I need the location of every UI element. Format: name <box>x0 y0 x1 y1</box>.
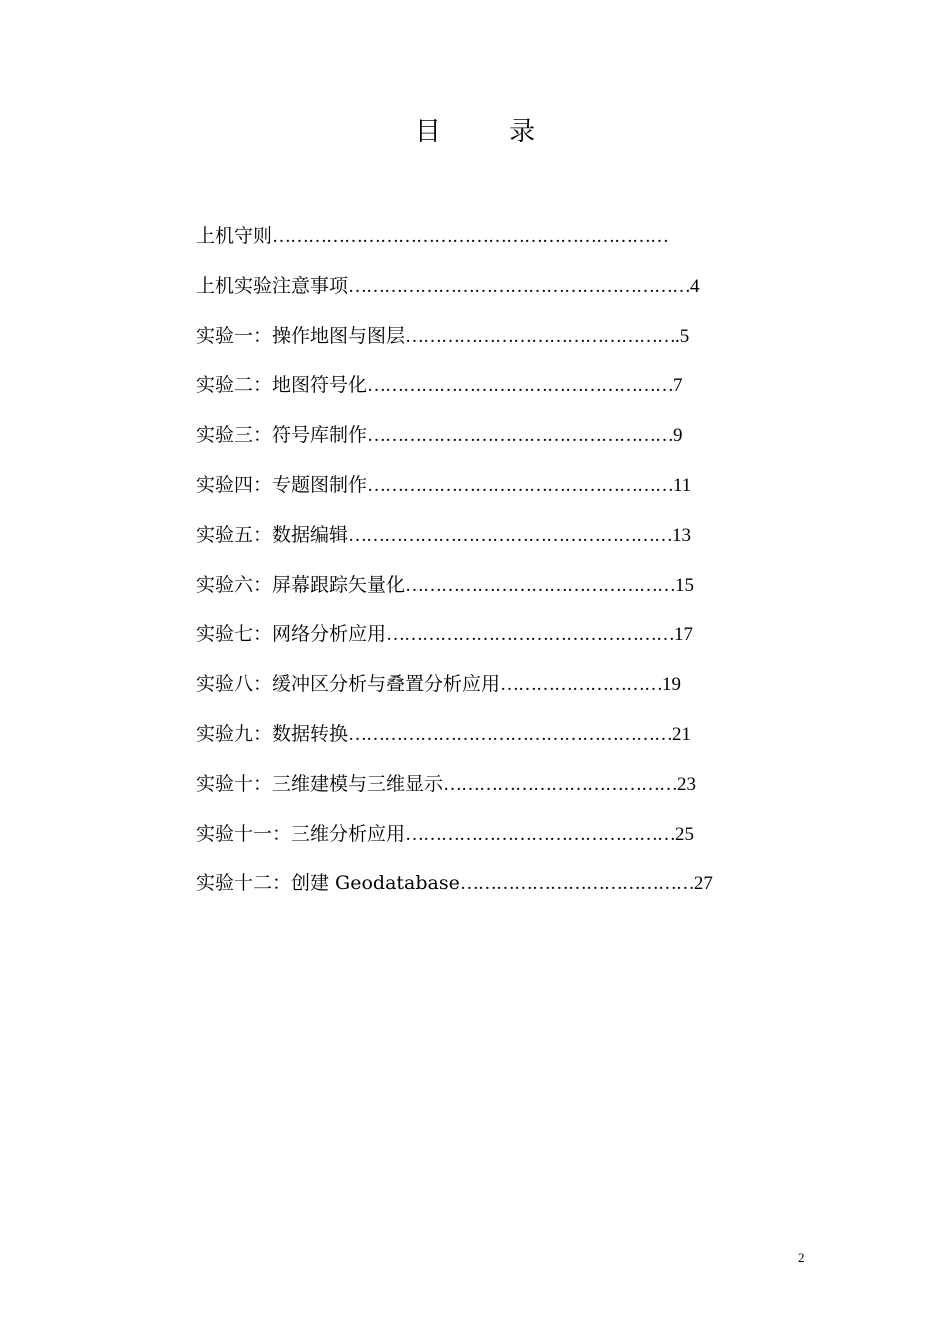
toc-entry-label: 实验九：数据转换 <box>196 722 349 745</box>
toc-dot-leader: ………………………………………… <box>386 624 675 646</box>
toc-entry-label: 实验三：符号库制作 <box>196 424 368 447</box>
toc-page-number: 7 <box>673 375 683 397</box>
toc-entry-label: 实验一：操作地图与图层 <box>196 324 406 347</box>
toc-entry[interactable] <box>196 515 796 565</box>
toc-entry-label: 实验八：缓冲区分析与叠置分析应用 <box>196 673 501 696</box>
toc-entry[interactable] <box>196 216 796 266</box>
toc-page-number: 13 <box>672 524 692 546</box>
toc-entry-label: 上机守则 <box>196 225 273 247</box>
toc-entry[interactable] <box>196 316 796 366</box>
toc-page-number: 9 <box>673 425 683 447</box>
toc-entry-label: 实验七：网络分析应用 <box>196 623 387 646</box>
toc-dot-leader: ……………………… <box>500 674 663 696</box>
toc-dot-leader: …………………………………………… <box>367 474 674 496</box>
toc-dot-leader: ……………………………………… <box>405 325 676 347</box>
toc-entry-label: 实验十：三维建模与三维显示 <box>196 772 444 795</box>
toc-page-number: 23 <box>677 773 697 795</box>
toc-dot-leader: …………………………………………… <box>367 425 674 447</box>
toc-page-number: 27 <box>693 873 713 895</box>
toc-page-number: 15 <box>675 574 695 596</box>
toc-entry[interactable] <box>196 764 796 814</box>
toc-dot-leader: ………………………………… <box>443 773 678 795</box>
toc-dot-leader: ………………………………… <box>459 873 694 895</box>
toc-page-number: .5 <box>675 325 690 347</box>
toc-entry-label: 实验六：屏幕跟踪矢量化 <box>196 573 406 596</box>
table-of-contents <box>196 216 796 913</box>
toc-dot-leader: ………………………………………………………… <box>272 226 669 247</box>
toc-page-number: 11 <box>673 474 692 496</box>
toc-dot-leader: ……………………………………… <box>405 574 676 596</box>
toc-entry[interactable] <box>196 415 796 465</box>
toc-entry[interactable] <box>196 714 796 764</box>
toc-entry[interactable] <box>196 664 796 714</box>
toc-entry-label: 实验五：数据编辑 <box>196 523 349 546</box>
toc-entry-label: 实验二：地图符号化 <box>196 374 368 397</box>
toc-dot-leader: ……………………………………………… <box>348 524 673 546</box>
toc-entry[interactable] <box>196 465 796 515</box>
toc-entry[interactable] <box>196 863 796 913</box>
toc-entry-label: 实验四：专题图制作 <box>196 473 368 496</box>
toc-dot-leader: …………………………………………… <box>367 375 674 397</box>
toc-entry-label: 上机实验注意事项 <box>196 274 349 297</box>
toc-entry[interactable] <box>196 266 796 316</box>
toc-dot-leader: ……………………………………… <box>405 823 676 845</box>
toc-entry[interactable] <box>196 365 796 415</box>
toc-dot-leader: ………………………………………………… <box>348 275 691 297</box>
page-number: 2 <box>798 1250 805 1265</box>
page-title: 目 录 <box>414 117 566 147</box>
toc-page-number: 17 <box>674 624 694 646</box>
toc-page-number: 21 <box>672 723 692 745</box>
toc-page-number: 25 <box>675 823 695 845</box>
toc-page-number: 19 <box>662 674 682 696</box>
toc-entry-label: 实验十一：三维分析应用 <box>196 822 406 845</box>
toc-entry[interactable] <box>196 814 796 864</box>
toc-dot-leader: ……………………………………………… <box>348 723 673 745</box>
toc-entry[interactable] <box>196 565 796 615</box>
toc-entry-label: 实验十二：创建 Geodatabase <box>196 872 460 895</box>
toc-entry[interactable] <box>196 614 796 664</box>
toc-page-number: 4 <box>690 275 700 297</box>
